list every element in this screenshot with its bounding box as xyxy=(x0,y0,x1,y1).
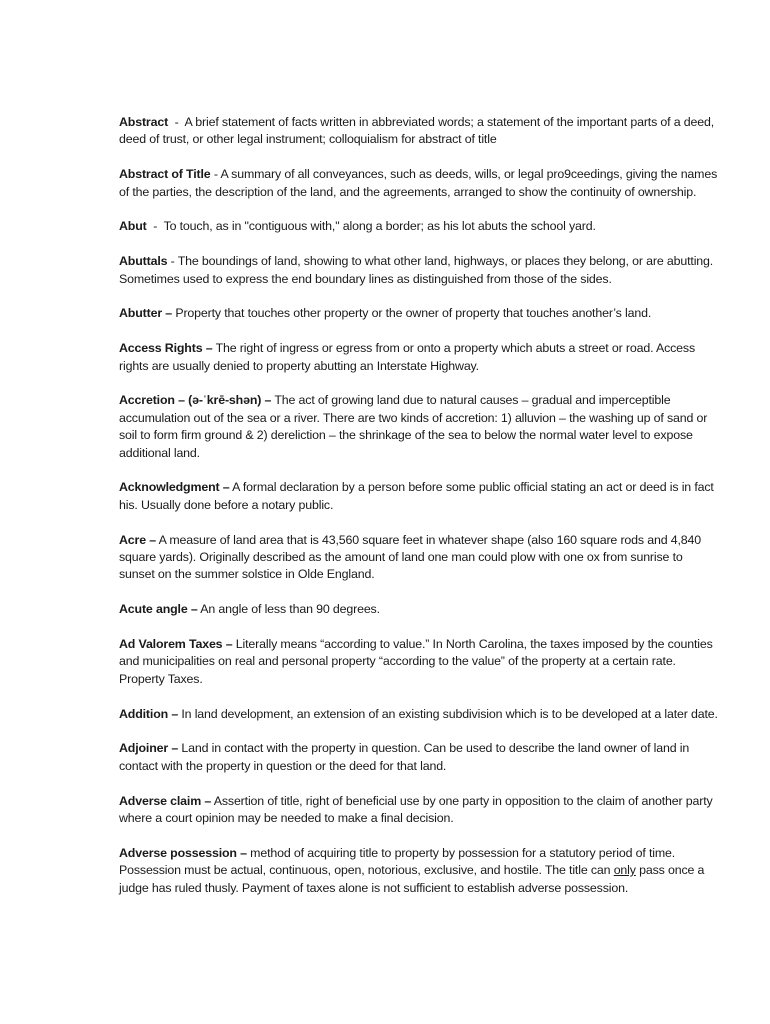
entry-term: Acute angle – xyxy=(119,602,198,617)
glossary-entry-access-rights xyxy=(119,340,719,375)
entry-term: Abuttals xyxy=(119,254,168,269)
entry-term: Adverse claim – xyxy=(119,793,212,808)
entry-term: Abut xyxy=(119,219,147,234)
glossary-entry-abstract-of-title xyxy=(119,166,719,201)
entry-term: Abutter – xyxy=(119,306,173,321)
entry-definition: A measure of land area that is 43,560 square feet in whatever shape (also 160 square rods and 4,840 square yards). Originally described as the amount of land one man could plow with one ox from sunrise to sunset on the summer solstice in Olde England. xyxy=(119,532,702,582)
glossary-page xyxy=(119,114,719,914)
entry-term: Adverse possession – xyxy=(119,845,247,860)
entry-separator: - xyxy=(167,254,178,269)
glossary-entry-abstract xyxy=(119,114,719,149)
entry-term: Adjoiner – xyxy=(119,741,179,756)
entry-term: Acre – xyxy=(119,532,156,547)
entry-definition: The act of growing land due to natural causes – gradual and imperceptible accumulation out of the sea or a river. There are two kinds of accretion: 1) alluvion – the washing up of sand or soil to form firm ground & 2) dereliction – the shrinkage of the sea to below the normal water level to expose additional land. xyxy=(119,393,708,460)
glossary-entry-acknowledgment xyxy=(119,479,719,514)
glossary-entry-addition xyxy=(119,706,719,723)
entry-definition: The right of ingress or egress from or onto a property which abuts a street or road. Access rights are usually denied to property abutting an Interstate Highway. xyxy=(119,341,696,373)
entry-definition: An angle of less than 90 degrees. xyxy=(200,602,380,617)
glossary-entry-adverse-claim xyxy=(119,793,719,828)
glossary-entry-adjoiner xyxy=(119,740,719,775)
entry-term: Abstract of Title xyxy=(119,167,211,182)
glossary-entry-accretion xyxy=(119,392,719,462)
entry-term: Acknowledgment – xyxy=(119,480,230,495)
entry-definition: In land development, an extension of an existing subdivision which is to be developed at a later date. xyxy=(181,706,718,721)
entry-term: Access Rights – xyxy=(119,341,213,356)
entry-definition: Land in contact with the property in question. Can be used to describe the land owner of land in contact with the property in question or the deed for that land. xyxy=(119,741,690,773)
glossary-entry-abut xyxy=(119,218,719,235)
entry-definition-underlined: only xyxy=(613,863,636,878)
entry-definition: method of acquiring title to property by possession for a statutory period of time. Possession must be actual, continuous, open, notorious, exclusive, and hostile. The title can xyxy=(119,845,676,878)
entry-definition: A summary of all conveyances, such as deeds, wills, or legal pro9ceedings, giving the names of the parties, the description of the land, and the agreements, arranged to show the continuity of ownership. xyxy=(119,167,718,199)
entry-term: Abstract xyxy=(119,115,169,129)
entry-definition: A brief statement of facts written in abbreviated words; a statement of the important parts of a deed, deed of trust, or other legal instrument; colloquialism for abstract of title xyxy=(119,115,715,147)
entry-definition: The boundings of land, showing to what other land, highways, or places they belong, or are abutting. Sometimes used to express the end boundary lines as distinguished from those of the sides. xyxy=(119,254,714,286)
entry-term: Ad Valorem Taxes – xyxy=(119,637,233,652)
entry-separator: - xyxy=(168,115,185,129)
glossary-entry-acre xyxy=(119,532,719,584)
glossary-entry-ad-valorem-taxes xyxy=(119,636,719,688)
glossary-entry-abutter xyxy=(119,305,719,322)
entry-term: Accretion – (ə-ˈkrē-shən) – xyxy=(119,393,272,408)
entry-definition: Literally means “according to value.” In North Carolina, the taxes imposed by the counties and municipalities on real and personal property “according to the value” of the property at a certain rate. Property Taxes. xyxy=(119,637,713,686)
entry-separator: - xyxy=(210,167,221,182)
glossary-entry-abuttals xyxy=(119,253,719,288)
entry-definition: Property that touches other property or the owner of property that touches another’s land. xyxy=(175,306,652,321)
glossary-entry-acute-angle xyxy=(119,601,719,618)
entry-definition: To touch, as in "contiguous with," along a border; as his lot abuts the school yard. xyxy=(163,219,596,234)
glossary-entry-adverse-possession xyxy=(119,845,719,897)
entry-definition: A formal declaration by a person before some public official stating an act or deed is in fact his. Usually done before a notary public. xyxy=(119,480,714,512)
entry-term: Addition – xyxy=(119,706,179,721)
entry-separator: - xyxy=(146,219,164,234)
entry-definition-continued: pass once a judge has ruled thusly. Payment of taxes alone is not sufficient to establish adverse possession. xyxy=(119,863,705,895)
entry-definition: Assertion of title, right of beneficial use by one party in opposition to the claim of another party where a court opinion may be needed to make a final decision. xyxy=(119,793,713,826)
